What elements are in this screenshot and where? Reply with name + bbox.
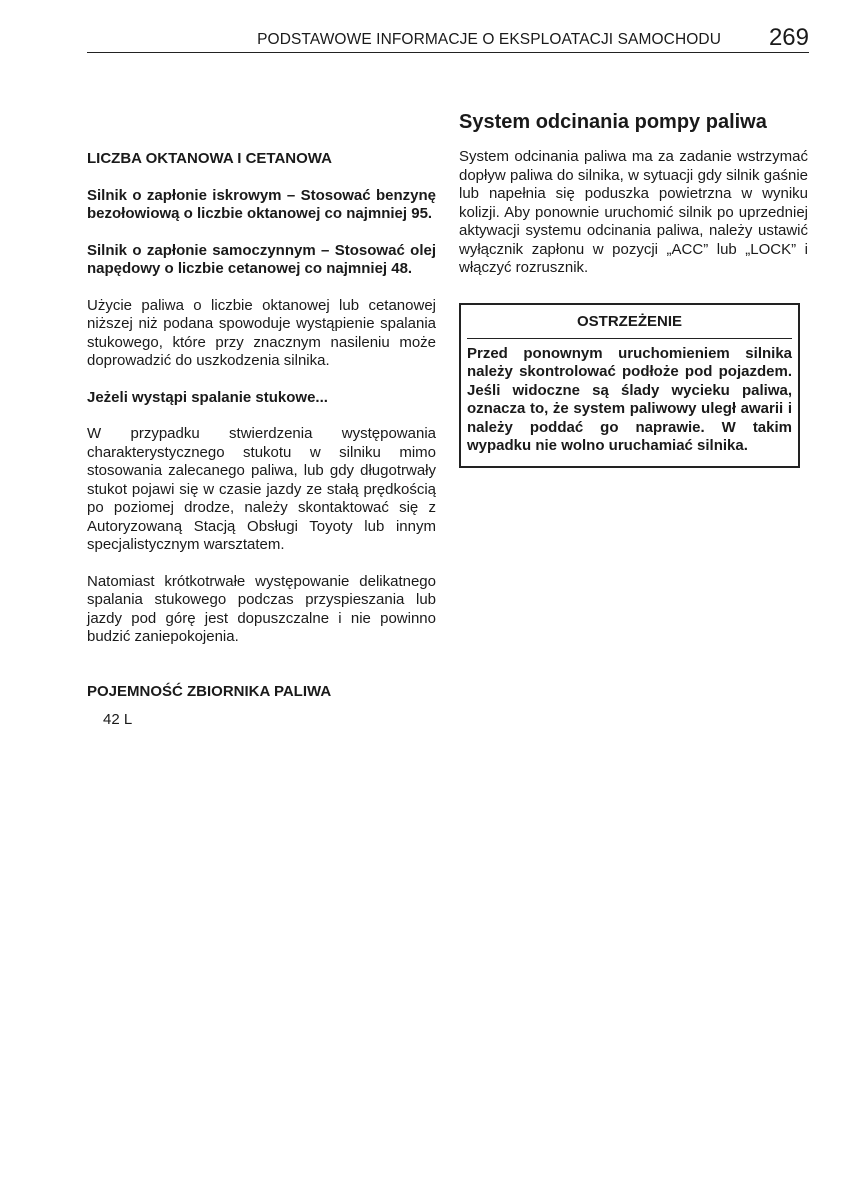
warning-text: Przed ponownym uruchomieniem silnika należy skontrolować podłoże pod pojazdem. Jeśli widoczne są ślady wycieku paliwa, oznacza to, że system paliwowy uległ awarii i należy poddać go naprawie. W takim wypadku nie wolno uruchamiać silnika. [467,344,792,454]
header-title: PODSTAWOWE INFORMACJE O EKSPLOATACJI SAMOCHODU [257,31,721,48]
petrol-engine-text: Silnik o zapłonie iskrowym – Stosować benzynę bezołowiową o liczbie oktanowej co najmniej 95. [87,186,436,222]
left-column [87,150,436,728]
section-title: System odcinania pompy paliwa [459,111,767,133]
page-number: 269 [768,24,809,51]
tank-capacity-value: 42 L [103,711,133,728]
warning-title: OSTRZEŻENIE [467,312,792,339]
brief-knock-paragraph: Natomiast krótkotrwałe występowanie delikatnego spalania stukowego podczas przyspieszania lub jazdy pod górę jest dopuszczalne i nie powinno budzić zaniepokojenia. [87,572,436,645]
diesel-engine-text: Silnik o zapłonie samoczynnym – Stosować olej napędowy o liczbie cetanowej co najmniej 48. [87,241,436,277]
tank-capacity-heading: POJEMNOŚĆ ZBIORNIKA PALIWA [87,682,332,700]
right-column [459,111,808,468]
low-octane-paragraph: Użycie paliwa o liczbie oktanowej lub cetanowej niższej niż podana spowoduje wystąpienie spalania stukowego, które przy znacznym nasileniu może doprowadzić do uszkodzenia silnika. [87,296,436,369]
octane-heading: LICZBA OKTANOWA I CETANOWA [87,150,332,167]
knock-heading: Jeżeli wystąpi spalanie stukowe... [87,388,328,406]
fuel-cutoff-paragraph: System odcinania paliwa ma za zadanie wstrzymać dopływ paliwa do silnika, w sytuacji gdy silnik gaśnie lub napełnia się poduszka powietrzna w wyniku kolizji. Aby ponownie uruchomić silnik po uprzedniej aktywacji systemu odcinania paliwa, należy ustawić wyłącznik zapłonu w pozycji „ACC” lub „LOCK” i włączyć rozrusznik. [459,148,808,276]
warning-box [459,303,800,468]
knock-paragraph: W przypadku stwierdzenia występowania charakterystycznego stukotu w silniku mimo stosowania zalecanego paliwa, lub gdy długotrwały stukot pojawi się w czasie jazdy ze stałą prędkością po poziomej drodze, należy skontaktować się z Autoryzowaną Stacją Obsługi Toyoty lub innym specjalistycznym warsztatem. [87,425,436,553]
page-header [87,26,809,53]
